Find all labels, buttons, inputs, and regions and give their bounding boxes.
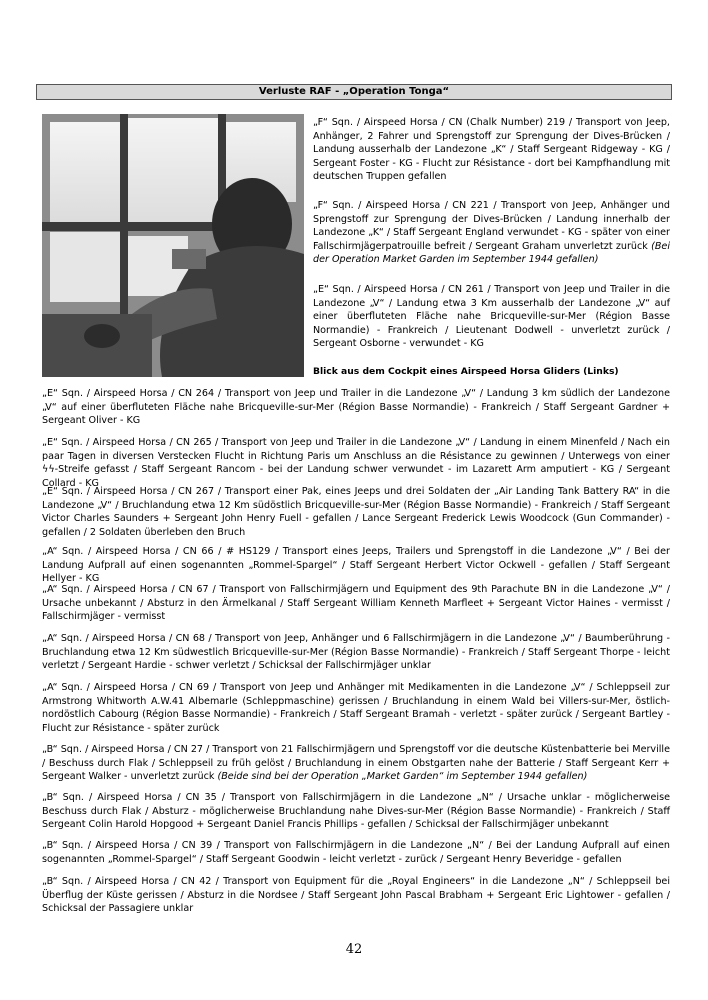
entry-text: „B“ Sqn. / Airspeed Horsa / CN 35 / Transport von Fallschirmjägern in die Landezone „N“ / Ursache unklar - möglicherweise Beschuss durch Flak / Absturz - möglicherweise Bruchlandung nahe Dives-sur-Mer (Région Basse Normandie) - Frankreich / Staff Sergeant Colin Harold Hopgood + Sergeant Daniel Francis Phillips - gefallen / Schicksal der Fallschirmjäger unbekannt xyxy=(42,792,670,830)
loss-entry xyxy=(42,583,670,624)
loss-entry xyxy=(42,632,670,673)
entry-text: „B“ Sqn. / Airspeed Horsa / CN 39 / Transport von Fallschirmjägern in die Landezone „N“ / Bei der Landung Aufprall auf einen sogenannten „Rommel-Spargel“ / Staff Sergeant Goodwin - leicht verletzt - zurück / Sergeant Henry Beveridge - gefallen xyxy=(42,840,670,865)
loss-entry xyxy=(313,116,670,184)
entry-text: „E“ Sqn. / Airspeed Horsa / CN 261 / Transport von Jeep und Trailer in die Landezone „V“ / Landung etwa 3 Km ausserhalb der Landezone „V“ auf einer überfluteten Fläche nahe Bricqueville-sur-Mer (Région Basse Normandie) - Frankreich / Lieutenant Dodwell - unverletzt zurück / Sergeant Osborne - verwundet - KG xyxy=(313,284,670,349)
section-title: Verluste RAF - „Operation Tonga“ xyxy=(258,86,450,97)
page-number: 42 xyxy=(345,942,363,957)
loss-entry xyxy=(313,199,670,267)
loss-entry xyxy=(42,387,670,428)
entry-text: „A“ Sqn. / Airspeed Horsa / CN 67 / Transport von Fallschirmjägern und Equipment des 9th Parachute BN in die Landezone „V“ / Ursache unbekannt / Absturz in den Ärmelkanal / Staff Sergeant William Kenneth Marfleet + Sergeant Victor Haines - vermisst / Fallschirmjäger - vermisst xyxy=(42,584,670,622)
entry-text: „B“ Sqn. / Airspeed Horsa / CN 42 / Transport von Equipment für die „Royal Engineers“ in die Landezone „N“ / Schleppseil bei Überflug der Küste gerissen / Absturz in die Nordsee / Staff Sergeant John Pascal Brabham + Sergeant Eric Lightower - gefallen / Schicksal der Passagiere unklar xyxy=(42,876,670,914)
entry-text: „F“ Sqn. / Airspeed Horsa / CN 221 / Transport von Jeep, Anhänger und Sprengstoff zur Sprengung der Dives-Brücken / Landung innerhalb der Landezone „K“ / Staff Sergeant England verwundet - KG - später von einer Fallschirmjägerpatrouille befreit / Sergeant Graham unverletzt zurück xyxy=(313,200,671,252)
loss-entry xyxy=(42,681,670,735)
cockpit-photo xyxy=(42,114,304,377)
entry-text: „A“ Sqn. / Airspeed Horsa / CN 69 / Transport von Jeep und Anhänger mit Medikamenten in die Landezone „V“ / Schleppseil zur Armstrong Whitworth A.W.41 Albemarle (Schleppmaschine) gerissen / Bruchlandung in einem Wald bei Villers-sur-Mer, östlich-nordöstlich Cabourg (Région Basse Normandie) - Frankreich / Staff Sergeant Bramah - verletzt - später zurück / Sergeant Bartley - Flucht zur Résistance - später zurück xyxy=(42,682,670,734)
loss-entry xyxy=(42,485,670,539)
entry-note: (Beide sind bei der Operation „Market Garden“ im September 1944 gefallen) xyxy=(217,771,588,782)
entry-text: „A“ Sqn. / Airspeed Horsa / CN 66 / # HS129 / Transport eines Jeeps, Trailers und Sprengstoff in die Landezone „V“ / Bei der Landung Aufprall auf einen sogenannten „Rommel-Spargel“ / Staff Sergeant Herbert Victor Ockwell - gefallen / Staff Sergeant Hellyer - KG xyxy=(42,546,670,584)
loss-entry xyxy=(42,839,670,866)
entry-text: „E“ Sqn. / Airspeed Horsa / CN 267 / Transport einer Pak, eines Jeeps und drei Soldaten der „Air Landing Tank Battery RA“ in die Landezone „V“ / Bruchlandung etwa 12 Km südöstlich Bricqueville-sur-Mer (Région Basse Normandie) - Frankreich / Staff Sergeant Victor Charles Saunders + Sergeant John Henry Fuell - gefallen / Lance Sergeant Frederick Lewis Woodcock (Gun Commander) - gefallen / 2 Soldaten überleben den Bruch xyxy=(42,486,670,538)
entry-text: „E“ Sqn. / Airspeed Horsa / CN 264 / Transport von Jeep und Trailer in die Landezone „V“ / Landung 3 km südlich der Landezone „V“ auf einer überfluteten Fläche nahe Bricqueville-sur-Mer (Région Basse Normandie) - Frankreich / Staff Sergeant Gardner + Sergeant Oliver - KG xyxy=(42,388,670,426)
section-header xyxy=(36,84,672,100)
loss-entry xyxy=(42,743,670,784)
entry-text: „B“ Sqn. / Airspeed Horsa / CN 27 / Transport von 21 Fallschirmjägern und Sprengstoff vor die deutsche Küstenbatterie bei Merville / Beschuss durch Flak / Schleppseil zu früh gelöst / Bruchlandung in einem Obstgarten nahe der Batterie / Staff Sergeant Kerr + Sergeant Walker - unverletzt zurück xyxy=(42,744,670,782)
loss-entry xyxy=(42,436,670,490)
loss-entry xyxy=(42,875,670,916)
photo-caption: Blick aus dem Cockpit eines Airspeed Horsa Gliders (Links) xyxy=(313,366,619,377)
loss-entry xyxy=(42,545,670,586)
loss-entry xyxy=(313,283,670,351)
entry-text: „E“ Sqn. / Airspeed Horsa / CN 265 / Transport von Jeep und Trailer in die Landezone „V“ / Landung in einem Minenfeld / Nach ein paar Tagen in diversen Verstecken Flucht in Richtung Paris um Anschluss an die Résistance zu gewinnen / Unterwegs von einer ϟϟ-Streife gefasst / Staff Sergeant Rancom - bei der Landung schwer verwundet - im Lazarett Arm amputiert - KG / Sergeant Collard - KG xyxy=(42,437,670,489)
loss-entry xyxy=(42,791,670,832)
entry-text: „F“ Sqn. / Airspeed Horsa / CN (Chalk Number) 219 / Transport von Jeep, Anhänger, 2 Fahrer und Sprengstoff zur Sprengung der Dives-Brücken / Landung ausserhalb der Landezone „K“ / Staff Sergeant Ridgeway - KG / Sergeant Foster - KG - Flucht zur Résistance - dort bei Kampfhandlung mit deutschen Truppen gefallen xyxy=(313,117,670,182)
entry-note: (Bei der Operation Market Garden im September 1944 gefallen) xyxy=(313,240,670,265)
entry-text: „A“ Sqn. / Airspeed Horsa / CN 68 / Transport von Jeep, Anhänger und 6 Fallschirmjägern in die Landezone „V“ / Baumberührung - Bruchlandung etwa 12 Km südwestlich Bricqueville-sur-Mer (Région Basse Normandie) - Frankreich / Staff Sergeant Thorpe - leicht verletzt / Sergeant Hardie - schwer verletzt / Schicksal der Fallschirmjäger unklar xyxy=(42,633,670,671)
